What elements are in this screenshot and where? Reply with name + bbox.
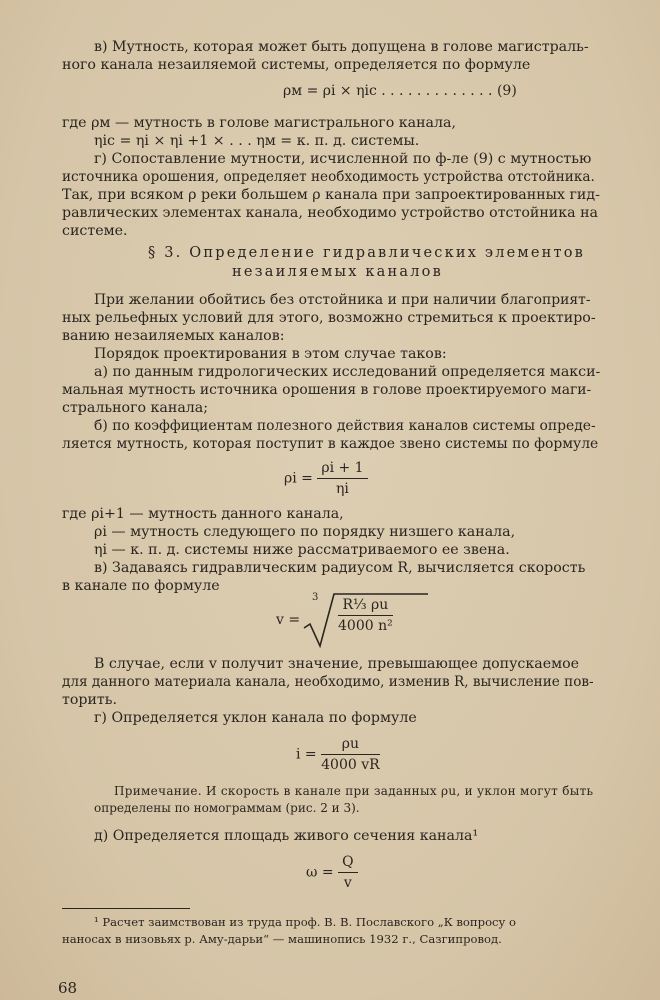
body-c3: стрального канала; xyxy=(62,400,209,416)
note-line2: определены по номограммам (рис. 2 и 3). xyxy=(94,801,360,815)
body-w3: ηі — к. п. д. системы ниже рассматриваемого ее звена. xyxy=(94,542,510,558)
section-title-line1: § 3. Определение гидравлических элементов xyxy=(148,245,586,261)
body-e2: в канале по формуле xyxy=(62,578,220,594)
footnote-line2: наносах в низовьях р. Аму-дарьи“ — машинопись 1932 г., Сазгипровод. xyxy=(62,932,502,946)
footnote-line1: ¹ Расчет заимствован из труда проф. В. В. Пославского „К вопросу о xyxy=(94,915,517,929)
formula-slope-fraction xyxy=(321,736,380,773)
formula-velocity-root-index: 3 xyxy=(312,592,319,603)
formula-rho-i-fraction xyxy=(317,460,367,497)
body-w1: где ρі+1 — мутность данного канала, xyxy=(62,506,344,522)
formula-rho-i xyxy=(284,460,368,497)
para-g-line1: г) Сопоставление мутности, исчисленной по ф-ле (9) с мутностью xyxy=(94,151,592,167)
para-g-line5: системе. xyxy=(62,223,128,239)
formula-area-lhs: ω = xyxy=(306,864,334,881)
formula-velocity-denominator: 4000 n² xyxy=(338,618,393,634)
formula-velocity xyxy=(276,592,426,652)
para-v-line2: ного канала незаиляемой системы, определяется по формуле xyxy=(62,57,531,73)
body-h1: В случае, если v получит значение, превышающее допускаемое xyxy=(94,656,580,672)
formula-slope-denominator: 4000 vR xyxy=(321,757,380,773)
body-i1: г) Определяется уклон канала по формуле xyxy=(94,710,417,726)
formula-area-fraction xyxy=(338,854,357,891)
formula-rho-i-denominator: ηі xyxy=(336,481,349,497)
body-d2: ляется мутность, которая поступит в каждое звено системы по формуле xyxy=(62,436,599,452)
body-d1: б) по коэффициентам полезного действия каналов системы опреде- xyxy=(94,418,596,434)
formula-velocity-numerator: R⅓ ρu xyxy=(338,597,393,616)
para-v-line1: в) Мутность, которая может быть допущена в голове магистраль- xyxy=(94,39,589,55)
para-v-where1: где ρм — мутность в голове магистрального канала, xyxy=(62,115,456,131)
body-h3: торить. xyxy=(62,692,118,708)
formula-velocity-fraction xyxy=(338,597,393,634)
formula-slope-numerator: ρu xyxy=(321,736,380,755)
body-a3: ванию незаиляемых каналов: xyxy=(62,328,285,344)
note-line1: Примечание. И скорость в канале при заданных ρu, и уклон могут быть xyxy=(114,784,594,798)
body-k1: д) Определяется площадь живого сечения канала¹ xyxy=(94,828,479,844)
formula-area-numerator: Q xyxy=(338,854,357,873)
para-v-where2: ηіс = ηі × ηі +1 × . . . ηм = к. п. д. системы. xyxy=(94,133,420,149)
body-b1: Порядок проектирования в этом случае таков: xyxy=(94,346,447,362)
formula-rho-i-lhs: ρі = xyxy=(284,470,313,487)
para-g-line4: равлических элементах канала, необходимо устройство отстойника на xyxy=(62,205,599,221)
formula-slope-lhs: i = xyxy=(296,746,317,763)
formula-velocity-lhs: v = xyxy=(276,612,301,628)
body-h2: для данного материала канала, необходимо, изменив R, вычисление пов- xyxy=(62,674,594,690)
para-g-line2: источника орошения, определяет необходимость устройства отстойника. xyxy=(62,169,595,185)
para-g-line3: Так, при всяком ρ реки большем ρ канала при запроектированных гид- xyxy=(62,187,600,203)
formula-slope xyxy=(296,736,380,773)
section-title-line2: незаиляемых каналов xyxy=(232,264,443,280)
formula-area xyxy=(306,854,358,891)
body-w2: ρі — мутность следующего по порядку низшего канала, xyxy=(94,524,516,540)
formula-rho-i-numerator: ρі + 1 xyxy=(317,460,367,479)
footnote-rule xyxy=(62,908,190,909)
formula-area-denominator: v xyxy=(343,875,352,891)
body-a1: При желании обойтись без отстойника и при наличии благоприят- xyxy=(94,292,591,308)
page-number: 68 xyxy=(58,979,78,997)
formula-9: ρм = ρі × ηіс . . . . . . . . . . . . . (9) xyxy=(283,83,517,99)
body-e1: в) Задаваясь гидравлическим радиусом R, вычисляется скорость xyxy=(94,560,586,576)
body-c2: мальная мутность источника орошения в голове проектируемого маги- xyxy=(62,382,592,398)
body-a2: ных рельефных условий для этого, возможно стремиться к проектиро- xyxy=(62,310,596,326)
body-c1: а) по данным гидрологических исследований определяется макси- xyxy=(94,364,601,380)
